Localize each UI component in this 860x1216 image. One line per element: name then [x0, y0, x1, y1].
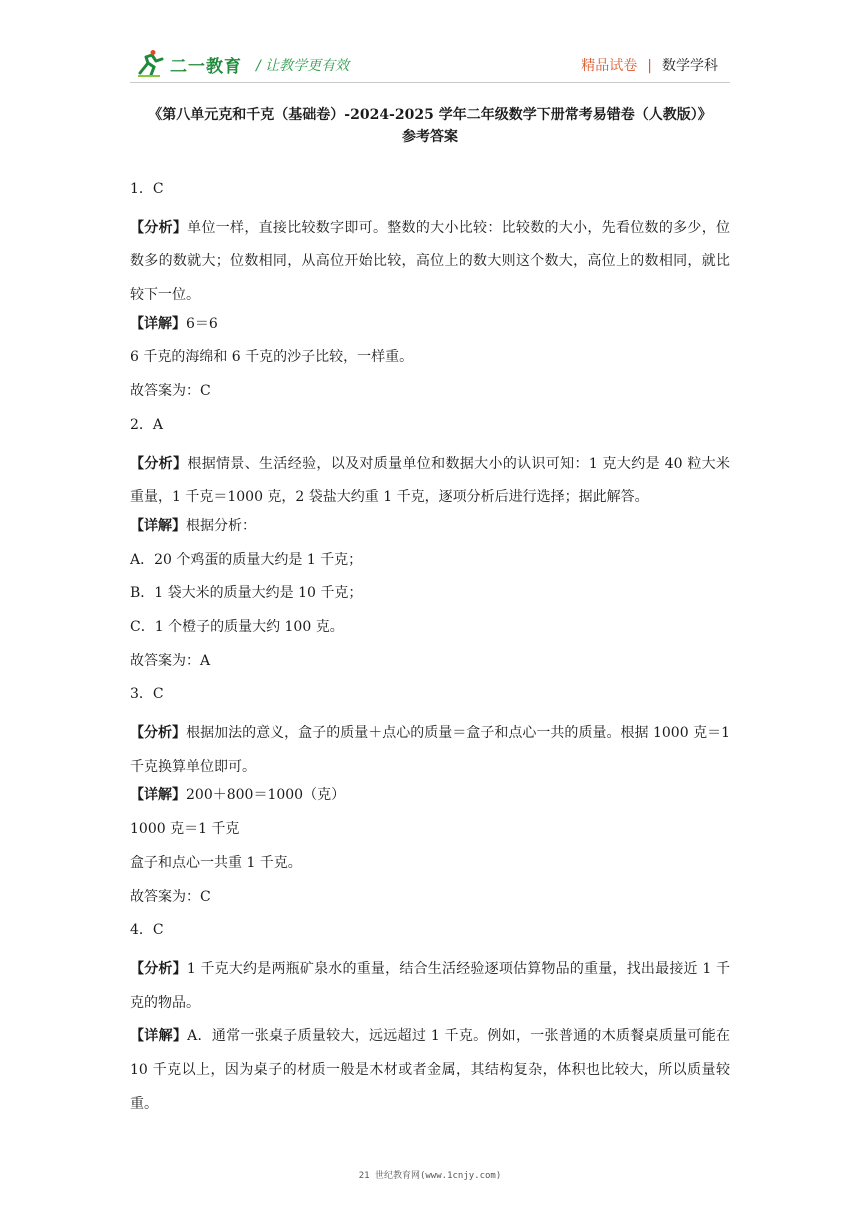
- q1-detail-line2: 6 千克的海绵和 6 千克的沙子比较，一样重。: [130, 349, 414, 366]
- q3-answer: 3．C: [130, 686, 164, 703]
- q2-option-c: C．1 个橙子的质量大约 100 克。: [130, 619, 344, 636]
- runner-logo-icon: [136, 49, 166, 79]
- q2-detail-text: 根据分析：: [186, 517, 256, 534]
- q2-final: 故答案为：A: [130, 652, 211, 669]
- doc-title-main: 《第八单元克和千克（基础卷）-2024-2025 学年二年级数学下册常考易错卷（人教版）》: [148, 107, 712, 123]
- detail-tag: 【详解】: [130, 517, 186, 534]
- analysis-tag: 【分析】: [130, 960, 187, 977]
- q4-detail: [130, 1020, 730, 1121]
- page-header: [0, 0, 860, 90]
- analysis-tag: 【分析】: [130, 219, 188, 236]
- q3-final: 故答案为：C: [130, 888, 211, 905]
- header-tags: [581, 55, 718, 75]
- q1-analysis-text: 单位一样，直接比较数字即可。整数的大小比较：比较数的大小，先看位数的多少，位数多的数就大；位数相同，从高位开始比较，高位上的数大则这个数大，高位上的数相同，就比较下一位。: [130, 219, 730, 304]
- tag-separator: |: [647, 58, 652, 74]
- tag-premium: 精品试卷: [581, 58, 638, 74]
- q3-analysis: [130, 717, 730, 784]
- q2-option-b: B．1 袋大米的质量大约是 10 千克；: [130, 585, 363, 602]
- answer-body: [130, 178, 730, 1121]
- brand-name: 二一教育: [170, 56, 242, 77]
- analysis-tag: 【分析】: [130, 455, 188, 472]
- q3-detail: [130, 784, 730, 806]
- q3-detail-text: 200＋800＝1000（克）: [186, 787, 346, 804]
- q4-answer: 4．C: [130, 922, 164, 939]
- page-footer: 21 世纪教育网(www.1cnjy.com): [358, 1171, 502, 1181]
- q1-final: 故答案为：C: [130, 383, 211, 400]
- analysis-tag: 【分析】: [130, 725, 187, 742]
- q3-detail-line2: 1000 克＝1 千克: [130, 821, 240, 838]
- detail-tag: 【详解】: [130, 787, 186, 804]
- q3-analysis-text: 根据加法的意义，盒子的质量＋点心的质量＝盒子和点心一共的质量。根据 1000 克＝1 千克换算单位即可。: [130, 725, 731, 775]
- q2-analysis: [130, 448, 730, 515]
- q2-detail: [130, 515, 730, 537]
- brand-logo: [136, 48, 248, 80]
- brand-slogan: / 让教学更有效: [256, 58, 350, 74]
- q1-answer: 1．C: [130, 181, 164, 197]
- q4-analysis: [130, 953, 730, 1020]
- header-divider: [130, 82, 730, 83]
- q1-detail: [130, 313, 730, 335]
- q3-detail-line3: 盒子和点心一共重 1 千克。: [130, 854, 302, 871]
- q4-analysis-text: 1 千克大约是两瓶矿泉水的重量，结合生活经验逐项估算物品的重量，找出最接近 1 千克的物品。: [130, 960, 730, 1011]
- q2-answer: 2．A: [130, 416, 164, 433]
- q4-detail-text: A．通常一张桌子质量较大，远远超过 1 千克。例如，一张普通的木质餐桌质量可能在 10 千克以上，因为桌子的材质一般是木材或者金属，其结构复杂，体积也比较大，所以质量较重。: [130, 1028, 730, 1112]
- q2-analysis-text: 根据情景、生活经验，以及对质量单位和数据大小的认识可知：1 克大约是 40 粒大米重量，1 千克＝1000 克，2 袋盐大约重 1 千克，逐项分析后进行选择；据此解答。: [130, 455, 730, 506]
- doc-title: [100, 104, 760, 148]
- q2-option-a: A．20 个鸡蛋的质量大约是 1 千克；: [130, 551, 363, 568]
- detail-tag: 【详解】: [130, 315, 186, 332]
- detail-tag: 【详解】: [130, 1028, 188, 1045]
- tag-subject: 数学学科: [662, 58, 718, 74]
- q1-analysis: [130, 212, 730, 313]
- q1-detail-text: 6＝6: [186, 315, 218, 332]
- doc-title-sub: 参考答案: [402, 129, 458, 145]
